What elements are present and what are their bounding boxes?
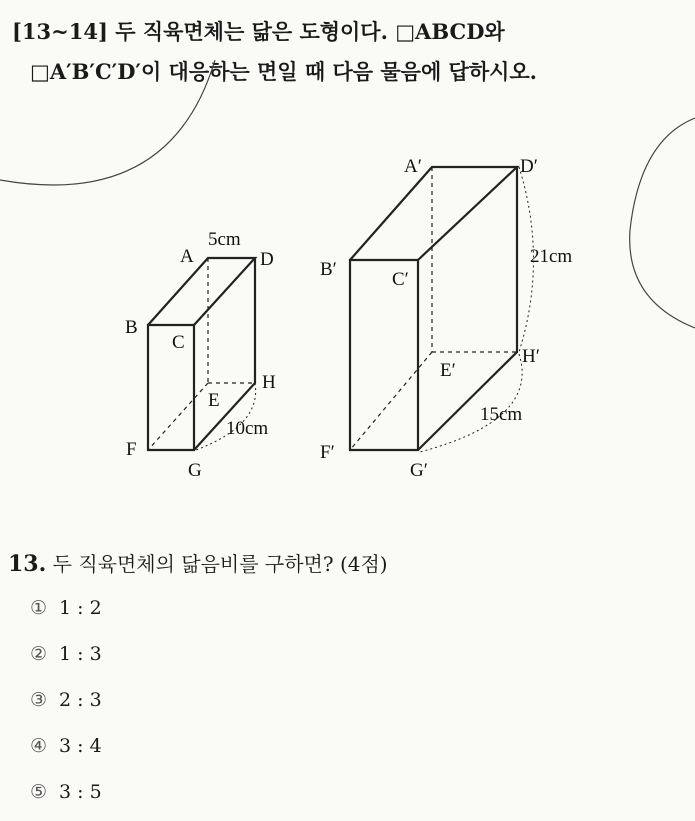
instruction-line-2: □A′B′C′D′이 대응하는 면일 때 다음 물음에 답하시오. bbox=[30, 59, 537, 84]
small-label-b: B bbox=[125, 317, 138, 338]
large-label-c: C′ bbox=[392, 269, 409, 290]
instruction-line-1: [13~14] 두 직육면체는 닮은 도형이다. □ABCD와 bbox=[12, 19, 505, 44]
choice-mark: ③ bbox=[30, 689, 48, 711]
question-text: 두 직육면체의 닮음비를 구하면? (4점) bbox=[52, 552, 388, 576]
small-label-h: H bbox=[262, 372, 276, 393]
choice-4[interactable] bbox=[30, 728, 102, 774]
answer-choices bbox=[30, 590, 102, 820]
small-front-face bbox=[148, 325, 194, 450]
choice-mark: ② bbox=[30, 643, 48, 665]
choice-1[interactable] bbox=[30, 590, 102, 636]
choice-text: 1 : 3 bbox=[59, 643, 102, 665]
choice-3[interactable] bbox=[30, 682, 102, 728]
question-13 bbox=[8, 548, 388, 577]
small-label-g: G bbox=[188, 460, 202, 481]
choice-2[interactable] bbox=[30, 636, 102, 682]
small-label-d: D bbox=[260, 249, 274, 270]
small-label-f: F bbox=[126, 439, 137, 460]
decorative-curve-left bbox=[0, 60, 215, 185]
choice-mark: ① bbox=[30, 597, 48, 619]
large-depth-arc bbox=[420, 354, 522, 452]
small-label-e: E bbox=[208, 390, 220, 411]
small-label-a: A bbox=[180, 246, 194, 267]
choice-5[interactable] bbox=[30, 774, 102, 820]
small-label-c: C bbox=[172, 332, 185, 353]
choice-text: 3 : 4 bbox=[59, 735, 102, 757]
small-dim-depth: 10cm bbox=[226, 418, 269, 439]
decorative-curve-right bbox=[630, 118, 695, 328]
large-label-h: H′ bbox=[522, 346, 540, 367]
small-dim-top: 5cm bbox=[208, 229, 241, 250]
large-top-edges bbox=[350, 167, 517, 260]
choice-text: 3 : 5 bbox=[59, 781, 102, 803]
large-label-f: F′ bbox=[320, 442, 335, 463]
large-label-b: B′ bbox=[320, 259, 337, 280]
large-label-a: A′ bbox=[404, 156, 422, 177]
choice-mark: ④ bbox=[30, 735, 48, 757]
question-number: 13. bbox=[8, 551, 47, 577]
choice-mark: ⑤ bbox=[30, 781, 48, 803]
large-dim-depth: 15cm bbox=[480, 404, 523, 425]
large-dim-height: 21cm bbox=[530, 246, 573, 267]
small-top-edges bbox=[148, 258, 255, 325]
choice-text: 1 : 2 bbox=[59, 597, 102, 619]
large-label-g: G′ bbox=[410, 460, 428, 481]
large-label-d: D′ bbox=[520, 156, 538, 177]
choice-text: 2 : 3 bbox=[59, 689, 102, 711]
large-label-e: E′ bbox=[440, 360, 456, 381]
